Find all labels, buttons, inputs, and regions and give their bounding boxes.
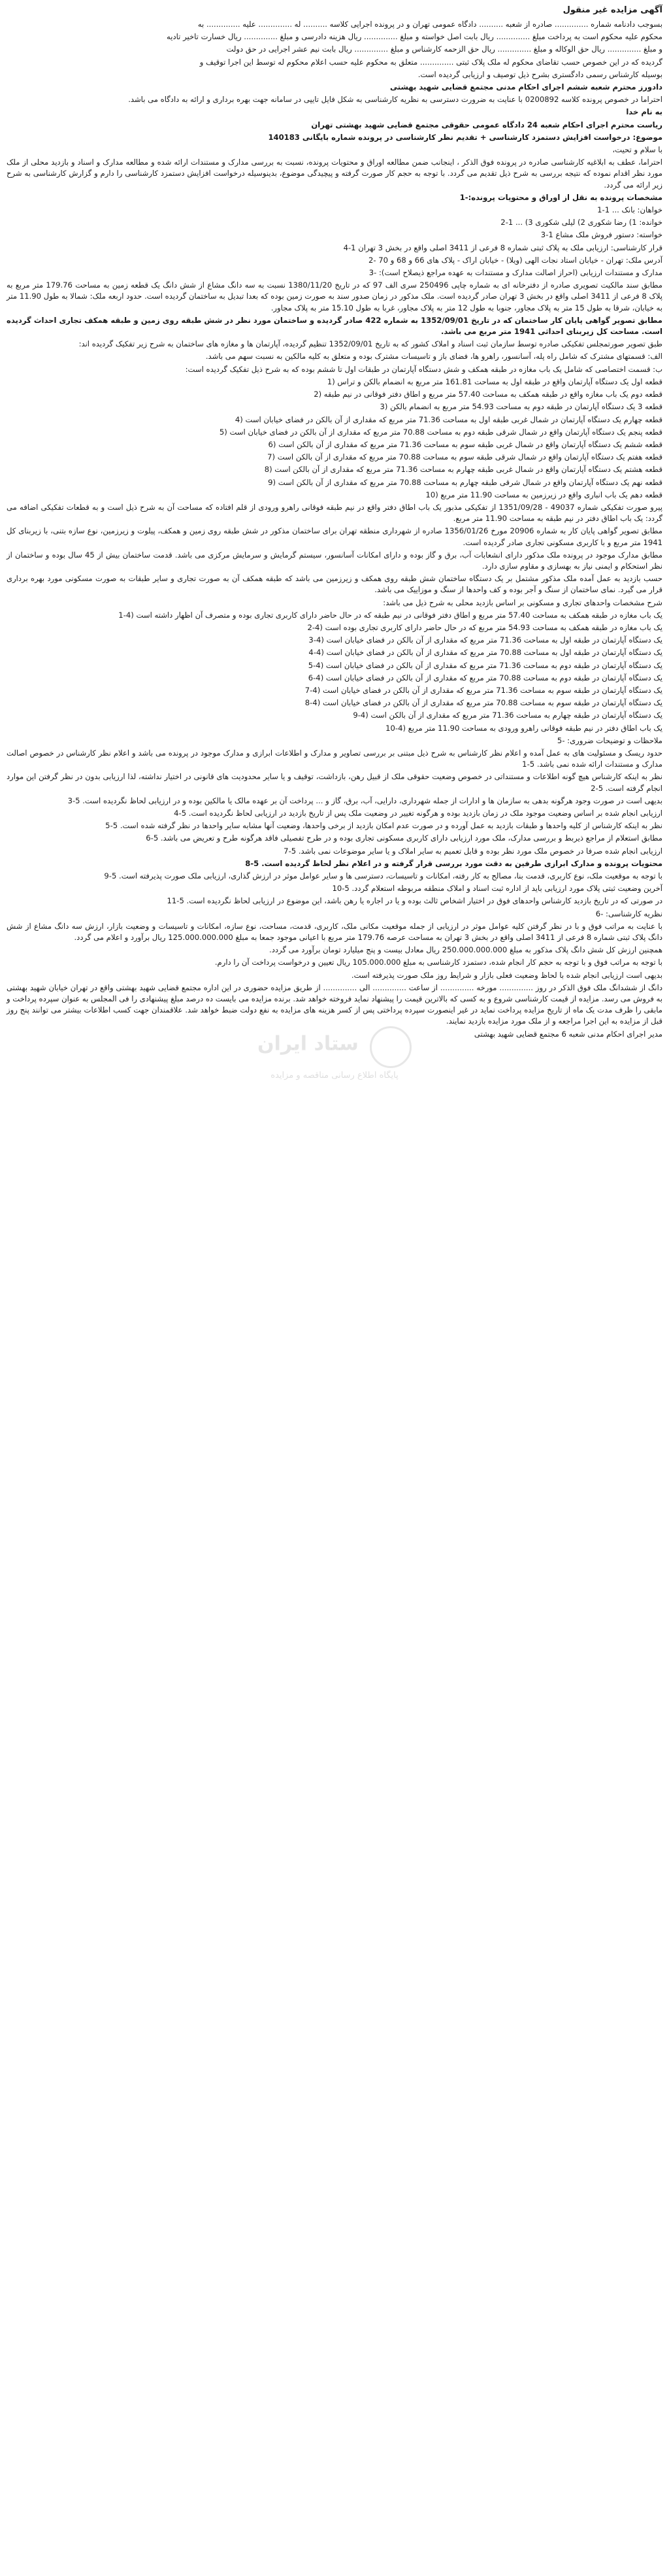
paragraph: بسوجب دادنامه شماره .............. صادره از شعبه .......... دادگاه عمومی تهران و در پرونده اجرایی کلاسه .......... له .............. علیه .............. به: [197, 20, 662, 29]
paragraph: مطابق تصویر گواهی پایان کار ساختمان که در تاریخ 1352/09/01 به شماره 422 صادر گردیده و ساختمان مورد نظر در شش طبقه روی زمین و طبقه همکف تجاری احداث گردیده است. مساحت کل زیربنای احداثی 1941 متر مربع می باشد.: [7, 315, 662, 337]
paragraph: قطعه دهم یک باب انباری واقع در زیرزمین به مساحت 11.90 متر مربع (10: [425, 490, 662, 499]
paragraph: مشخصات پرونده به نقل از اوراق و محتویات پرونده:-1: [459, 192, 662, 202]
paragraph: ارزیابی انجام شده بر اساس وضعیت موجود ملک در زمان بازدید بوده و هرگونه تغییر در وضعیت ملک پس از تاریخ بازدید در ارزیابی لحاظ نگردیده است. 5-4: [174, 809, 662, 818]
paragraph: یک باب مغازه در طبقه همکف به مساحت 54.93 متر مربع که در حال حاضر دارای کاربری تجاری بوده است (4-2: [307, 622, 662, 632]
paragraph: قطعه هشتم یک دستگاه آپارتمان واقع در شمال غربی طبقه چهارم به مساحت 71.36 متر مربع که مقداری از آن بالکن است (8: [264, 465, 662, 475]
paragraph: قطعه چهارم یک دستگاه آپارتمان در شمال غربی طبقه اول به مساحت 71.36 متر مربع که مقداری از آن بالکن در فضای خیابان است (4: [235, 414, 662, 424]
paragraph: با توجه به مراتب فوق و با توجه به حجم کار انجام شده، دستمزد کارشناسی به مبلغ 105.000.000 ریال تعیین و درخواست پرداخت آن را دارم.: [214, 958, 662, 967]
paragraph: یک دستگاه آپارتمان در طبقه اول به مساحت 71.36 متر مربع که مقداری از آن بالکن در فضای خیابان است (4-3: [308, 635, 662, 645]
paragraph: مطابق استعلام از مراجع ذیربط و بررسی مدارک، ملک مورد ارزیابی دارای کاربری مسکونی تجاری بوده و در طرح تفصیلی فاقد هرگونه طرح و تعریض می باشد. 5-6: [146, 833, 662, 843]
paragraph: بدیهی است ارزیابی انجام شده با لحاظ وضعیت فعلی بازار و شرایط روز ملک صورت پذیرفته است.: [351, 970, 662, 980]
paragraph: یک دستگاه آپارتمان در طبقه اول به مساحت 70.88 متر مربع که مقداری از آن بالکن در فضای خیابان است (4-4: [308, 648, 662, 658]
paragraph: قطعه دوم یک باب مغازه واقع در طبقه همکف به مساحت 57.40 متر مربع و اطاق دفتر فوقانی در نیم طبقه (2: [314, 390, 662, 399]
paragraph: پیرو صورت تفکیکی شماره 49037 - 1351/09/28 از تفکیکی مذبور یک باب اطاق دفتر واقع در نیم طبقه فوقانی راهرو ورودی از قلم افتاده که مساحت آن به شرح ذیل است و به قطعات تفکیکی اضافه می گردد: یک باب اطاق دفتر در نیم طبقه به مساحت 11.90 متر مربع.: [7, 502, 662, 524]
paragraph: موضوع: درخواست افزایش دستمزد کارشناسی + تقدیم نظر کارشناسی در پرونده شماره بایگانی 140183: [268, 132, 662, 142]
paragraph: یک دستگاه آپارتمان در طبقه چهارم به مساحت 71.36 متر مربع که مقداری از آن بالکن است (4-9: [353, 711, 662, 720]
paragraph: محتویات پرونده و مدارک ابرازی طرفین به دقت مورد بررسی قرار گرفته و در اعلام نظر لحاظ گردیده است. 5-8: [245, 858, 662, 868]
paragraph: شرح مشخصات واحدهای تجاری و مسکونی بر اساس بازدید محلی به شرح ذیل می باشد:: [383, 597, 662, 607]
paragraph: حسب بازدید به عمل آمده ملک مذکور مشتمل بر یک دستگاه ساختمان شش طبقه روی همکف و زیرزمین می باشد که طبقه همکف آن به صورت تجاری و سایر طبقات به صورت مسکونی مورد بهره برداری قرار می گیرد. نمای ساختمان از سنگ و آجر بوده و کف واحدها از سنگ و موزاییک می باشد.: [7, 574, 662, 595]
paragraph: یک دستگاه آپارتمان در طبقه دوم به مساحت 71.36 متر مربع که مقداری از آن بالکن در فضای خیابان است (4-5: [308, 660, 662, 670]
paragraph: خواسته: دستور فروش ملک مشاع 1-3: [540, 230, 662, 240]
paragraph: بوسیله کارشناس رسمی دادگستری بشرح ذیل توصیف و ارزیابی گردیده است.: [417, 69, 662, 79]
paragraph: با سلام و تحیت،: [612, 145, 662, 155]
paragraph: یک دستگاه آپارتمان در طبقه دوم به مساحت 70.88 متر مربع که مقداری از آن بالکن در فضای خیابان است (4-6: [308, 673, 662, 682]
paragraph: احتراما، عطف به ابلاغیه کارشناسی صادره در پرونده فوق الذکر ، اینجانب ضمن مطالعه اوراق و محتویات پرونده، نسبت به بررسی مدارک و مستندات ارائه شده و مطالعه مدارک و اسناد و بازدید محلی از ملک مورد نظر اقدام نموده که نتیجه بررسی به شرح ذیل تقدیم می گردد. با توجه به حجم کار صورت گرفته و پیچیدگی موضوع، بدینوسیله درخواست افزایش دستمزد کارشناسی را دارم و گزارش کارشناسی به شرح زیر ارائه می گردد.: [7, 158, 662, 190]
paragraph: با عنایت به مراتب فوق و با در نظر گرفتن کلیه عوامل موثر در ارزیابی از جمله موقعیت مکانی ملک، کاربری، قدمت، مساحت، نوع سازه، امکانات و تاسیسات و وضعیت بازار، ارزش سه دانگ مشاع از شش دانگ پلاک ثبتی شماره 8 فرعی از 3411 اصلی واقع در بخش 3 تهران به مساحت عرصه 179.76 متر مربع با اعیانی موجود جمعا به مبلغ 125.000.000.000 ریال برآورد و اعلام می گردد.: [7, 921, 662, 943]
paragraph: یک دستگاه آپارتمان در طبقه سوم به مساحت 70.88 متر مربع که مقداری از آن بالکن در فضای خیابان است (4-8: [304, 698, 662, 708]
paragraph: ارزیابی انجام شده صرفا در خصوص ملک مورد نظر بوده و قابل تعمیم به سایر املاک و یا سایر موضوعات نمی باشد. 5-7: [284, 846, 662, 856]
paragraph: قطعه نهم یک دستگاه آپارتمان واقع در شمال شرقی طبقه چهارم به مساحت 70.88 متر مربع که مقداری از آن بالکن است (9: [268, 477, 662, 487]
paragraph: گردیده که در این خصوص حسب تقاضای محکوم له ملک پلاک ثبتی .............. متعلق به محکوم علیه حسب اعلام محکوم له توسط این اجرا توقیف و: [199, 57, 662, 67]
paragraph: دادورز محترم شعبه ششم اجرای احکام مدنی مجتمع قضایی شهید بهشتی: [390, 82, 662, 92]
paragraph: به نام خدا: [626, 107, 662, 117]
paragraph: قطعه اول یک دستگاه آپارتمان واقع در طبقه اول به مساحت 161.81 متر مربع به انضمام بالکن و تراس (1: [327, 376, 662, 386]
paragraph: نظر به اینکه کارشناس از کلیه واحدها و طبقات بازدید به عمل آورده و در صورت عدم امکان بازدید از برخی واحدها، وضعیت آنها مشابه سایر واحدها در نظر گرفته شده است. 5-5: [105, 821, 662, 831]
document-body: [7, 19, 662, 1040]
watermark-subtitle: پایگاه اطلاع رسانی مناقصه و مزایده: [270, 1071, 399, 1080]
paragraph: آدرس ملک: تهران - خیابان استاد نجات الهی (ویلا) - خیابان اراک - پلاک های 66 و 68 و 70 -2: [368, 255, 662, 265]
paragraph: مدارک و مستندات ارزیابی (احراز اصالت مدارک و مستندات به عهده مراجع ذیصلاح است): -3: [368, 268, 662, 278]
paragraph: همچنین ارزش کل شش دانگ پلاک مذکور به مبلغ 250.000.000.000 ریال معادل بیست و پنج میلیارد تومان برآورد می گردد.: [269, 945, 662, 955]
paragraph: قطعه 3 یک دستگاه آپارتمان در طبقه دوم به مساحت 54.93 متر مربع به انضمام بالکن (3: [380, 402, 662, 412]
paragraph: مطابق مدارک موجود در پرونده ملک مذکور دارای انشعابات آب، برق و گاز بوده و دارای امکانات آسانسور، سیستم گرمایش و سرمایش مرکزی می باشد. قدمت ساختمان بیش از 45 سال بوده و ساختمان از نظر استحکام و ایمنی نیاز به بهسازی و مقاوم سازی دارد.: [7, 550, 662, 571]
auction-notice-document: [7, 5, 662, 1041]
paragraph: قرار کارشناسی: ارزیابی ملک به پلاک ثبتی شماره 8 فرعی از 3411 اصلی واقع در بخش 3 تهران 1-4: [343, 243, 662, 252]
paragraph: مدیر اجرای احکام مدنی شعبه 6 مجتمع قضایی شهید بهشتی: [474, 1029, 662, 1039]
paragraph: ب: قسمت اختصاصی که شامل یک باب مغازه در طبقه همکف و شش دستگاه آپارتمان در طبقات اول تا ششم بوده که به شرح ذیل تفکیک گردیده است:: [185, 364, 662, 374]
paragraph: خواهان: بانک ... 1-1: [597, 205, 662, 215]
paragraph: آخرین وضعیت ثبتی پلاک مورد ارزیابی باید از اداره ثبت اسناد و املاک منطقه مربوطه استعلام گردد. 5-10: [332, 884, 662, 894]
paragraph: احتراما در خصوص پرونده کلاسه 0200892 با عنایت به ضرورت دسترسی به نظریه کارشناسی به شکل فایل تایپی در سامانه جهت بهره برداری و ارائه به دادگاه می باشد.: [128, 95, 662, 105]
paragraph: یک باب مغازه در طبقه همکف به مساحت 57.40 متر مربع و اطاق دفتر فوقانی در نیم طبقه که در حال حاضر دارای کاربری تجاری بوده و متصرف آن اظهار داشته است (4-1: [118, 610, 662, 620]
paragraph: طبق تصویر صورتمجلس تفکیکی صادره توسط سازمان ثبت اسناد و املاک کشور که به تاریخ 1352/09/01 تنظیم گردیده، آپارتمان ها و مغازه های ساختمان به شرح زیر تفکیک گردیده اند:: [78, 339, 662, 349]
paragraph: با توجه به موقعیت ملک، نوع کاربری، قدمت بنا، مصالح به کار رفته، امکانات و تاسیسات، دسترسی ها و سایر عوامل موثر در ارزش گذاری، ارزیابی ملک صورت پذیرفته است. 5-9: [104, 871, 662, 881]
paragraph: حدود ریسک و مسئولیت های به عمل آمده و اعلام نظر کارشناس به شرح ذیل مبتنی بر بررسی تصاویر و مدارک و اطلاعات ابرازی و مدارک موجود در پرونده می باشد و اعلام نظر کارشناس در خصوص اصالت مدارک و مستندات ارائه شده نمی باشد. 5-1: [7, 748, 662, 769]
paragraph: مطابق سند مالکیت تصویری صادره از دفترخانه ای به شماره چاپی 250496 سری الف 97 که در تاریخ 1380/11/20 نسبت به سه دانگ مشاع از شش دانگ یک قطعه زمین به مساحت 179.76 متر مربع به پلاک 8 فرعی از 3411 اصلی واقع در بخش 3 تهران صادر گردیده است. ملک مذکور در زمان صدور سند به صورت زمین بوده که بعدا تبدیل به ساختمان گردیده است. حدود اربعه ملک: شمالا به طول 11.90 متر به خیابان، شرقا به طول 15 متر به پلاک مجاور، جنوبا به طول 12 متر به پلاک مجاور، غربا به طول 15.10 متر به پلاک مجاور.: [7, 280, 662, 312]
paragraph: مطابق تصویر گواهی پایان کار به شماره 20906 مورخ 1356/01/26 صادره از شهرداری منطقه تهران برای ساختمان مذکور در شش طبقه روی زمین و همکف، پیلوت و زیرزمین، نوع سازه بتنی، با زیربنای کل 1941 متر مربع و با کاربری مسکونی تجاری صادر گردیده است.: [7, 526, 662, 547]
paragraph: دانگ از ششدانگ ملک فوق الذکر در روز .............. مورخه .............. از ساعت .............. الی .............. از طریق مزایده حضوری در این اداره مجتمع قضایی شهید بهشتی واقع در تهران خیابان شهید بهشتی به فروش می رسد. مزایده از قیمت کارشناسی شروع و به کسی که بالاترین قیمت را پیشنهاد نماید فروخته خواهد شد. برنده مزایده می بایست ده درصد مبلغ پیشنهادی را فی المجلس به عنوان سپرده پرداخت و مابقی را ظرف مدت یک ماه از تاریخ مزایده پرداخت نماید در غیر اینصورت سپرده پرداختی پس از کسر هزینه های مزایده به نفع دولت ضبط خواهد شد. علاقمندان جهت کسب اطلاعات بیشتر می توانند پنج روز قبل از مزایده به این اجرا مراجعه و از ملک مورد مزایده بازدید نمایند.: [7, 982, 662, 1026]
paragraph: یک باب اطاق دفتر در نیم طبقه فوقانی راهرو ورودی به مساحت 11.90 متر مربع (4-10: [385, 723, 662, 733]
paragraph: در صورتی که در تاریخ بازدید کارشناس واحدهای فوق در اختیار اشخاص ثالث بوده و یا در اجاره یا رهن باشد، این موضوع در ارزیابی لحاظ نگردیده است. 5-11: [167, 896, 662, 906]
paragraph: الف: قسمتهای مشترک که شامل راه پله، آسانسور، راهرو ها، فضای باز و تاسیسات مشترک بوده و متعلق به کلیه مالکین به نسبت سهم می باشد.: [205, 352, 662, 361]
paragraph: خوانده: 1) رضا شکوری 2) لیلی شکوری 3) ... 1-2: [500, 218, 662, 227]
document-title: آگهی مزایده غیر منقول: [563, 5, 662, 15]
paragraph: ریاست محترم اجرای احکام شعبه 24 دادگاه عمومی حقوقی مجتمع قضایی شهید بهشتی تهران: [311, 120, 662, 129]
paragraph: محکوم علیه محکوم است به پرداخت مبلغ .............. ریال بابت اصل خواسته و مبلغ .............. ریال هزینه دادرسی و مبلغ .............. ریال خسارت تاخیر تادیه: [167, 32, 662, 42]
watermark-title: ستاد ایران: [257, 1032, 359, 1056]
paragraph: و مبلغ .............. ریال حق الوکاله و مبلغ .............. ریال حق الزحمه کارشناس و مبلغ .............. ریال بابت نیم عشر اجرایی در حق دولت: [226, 44, 662, 54]
paragraph: یک دستگاه آپارتمان در طبقه سوم به مساحت 71.36 متر مربع که مقداری از آن بالکن در فضای خیابان است (4-7: [304, 685, 662, 695]
paragraph: ملاحظات و توضیحات ضروری: -5: [557, 735, 662, 745]
paragraph: بدیهی است در صورت وجود هرگونه بدهی به سازمان ها و ادارات از جمله شهرداری، دارایی، آب، برق، گاز و ... پرداخت آن بر عهده مالک یا مالکین بوده و در ارزیابی لحاظ نگردیده است. 5-3: [67, 795, 662, 805]
paragraph: قطعه ششم یک دستگاه آپارتمان واقع در شمال غربی طبقه سوم به مساحت 71.36 متر مربع که مقداری از آن بالکن است (6: [268, 439, 662, 449]
paragraph: نظریه کارشناسی: -6: [595, 909, 662, 918]
paragraph: قطعه پنجم یک دستگاه آپارتمان واقع در شمال شرقی طبقه دوم به مساحت 70.88 متر مربع که مقداری از آن بالکن در فضای خیابان است (5: [219, 427, 662, 437]
paragraph: نظر به اینکه کارشناس هیچ گونه اطلاعات و مستنداتی در خصوص وضعیت حقوقی ملک از قبیل رهن، بازداشت، توقیف و یا سایر محدودیت های قانونی در اختیار نداشته، لذا ارزیابی بدون در نظر گرفتن این موارد انجام گرفته است. 5-2: [7, 772, 662, 793]
paragraph: قطعه هفتم یک دستگاه آپارتمان واقع در شمال شرقی طبقه سوم به مساحت 70.88 متر مربع که مقداری از آن بالکن است (7: [267, 452, 662, 462]
